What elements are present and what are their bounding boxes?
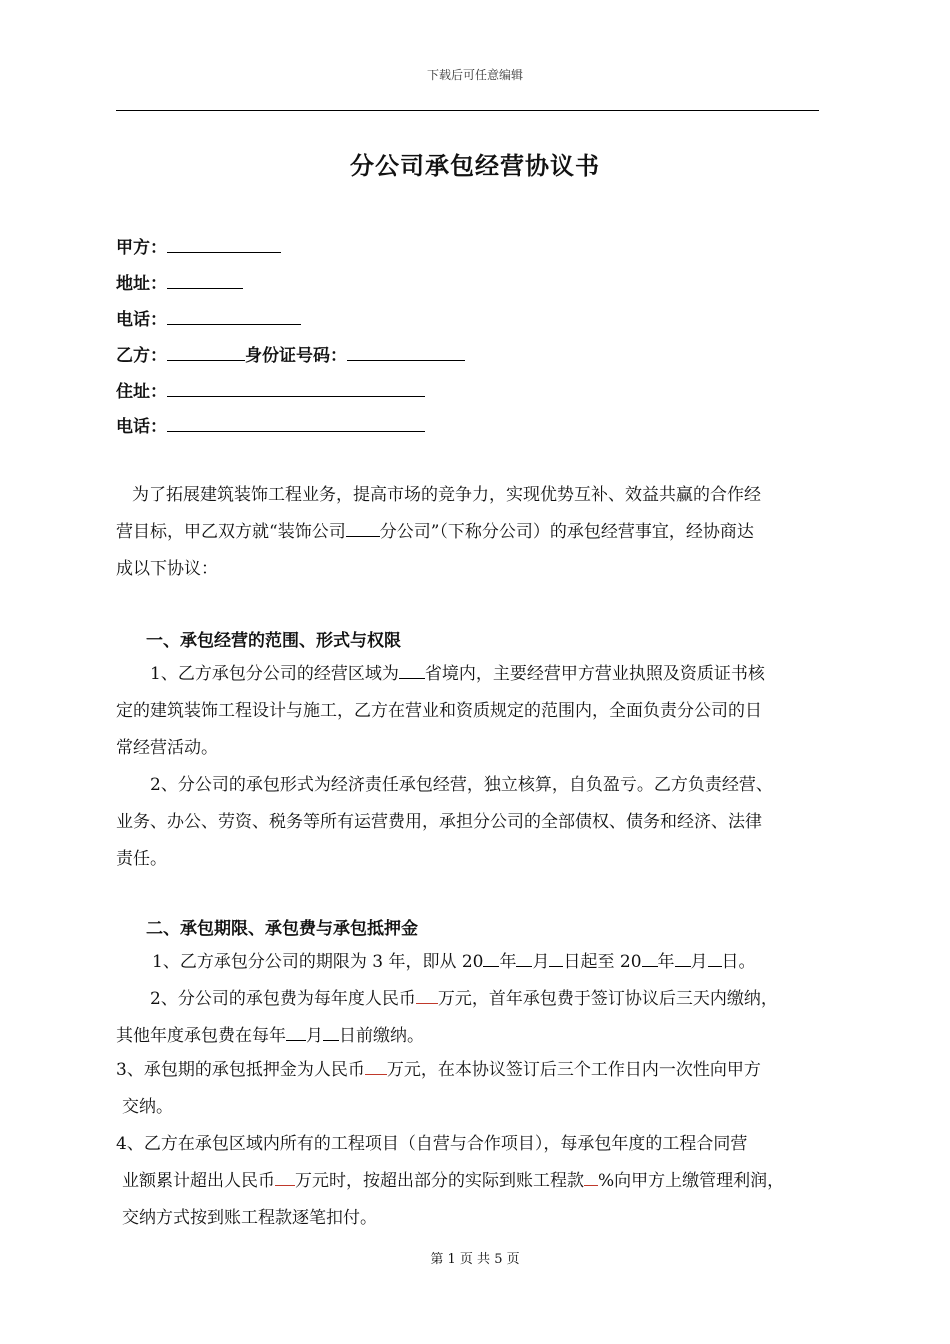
contract-fee-blank — [416, 986, 438, 1004]
s1-item1-line2: 定的建筑装饰工程设计与施工，乙方在营业和资质规定的范围内，全面负责分公司的日 — [116, 701, 762, 721]
start-month-blank — [516, 949, 532, 967]
s2-item3-a: 3、承包期的承包抵押金为人民币 — [116, 1060, 365, 1080]
intro-line-2b: 分公司”（下称分公司）的承包经营事宜，经协商达 — [379, 522, 754, 542]
fee-day-blank — [323, 1023, 339, 1041]
s2-item4-line2 — [122, 1163, 784, 1200]
start-year-blank — [483, 949, 499, 967]
s2-item4-a: 业额累计超出人民币 — [122, 1171, 275, 1191]
s2-item1-e: 年 — [657, 952, 675, 972]
intro-company-blank — [346, 519, 380, 537]
s2-item2-a: 2、分公司的承包费为每年度人民币 — [150, 989, 416, 1009]
party-b-label: 乙方： — [116, 346, 167, 366]
section-1-heading: 一、承包经营的范围、形式与权限 — [146, 631, 401, 651]
s1-item2-line3: 责任。 — [116, 849, 167, 869]
s2-item2-b: 万元，首年承包费于签订协议后三天内缴纳， — [437, 989, 778, 1009]
residence-blank — [167, 378, 425, 397]
party-a-label: 甲方： — [116, 238, 167, 258]
s2-item2-c: 其他年度承包费在每年 — [116, 1026, 286, 1046]
party-a-blank — [167, 234, 281, 253]
s1-item1-line3: 常经营活动。 — [116, 738, 218, 758]
s1-item2-line2: 业务、办公、劳资、税务等所有运营费用，承担分公司的全部债权、债务和经济、法律 — [116, 812, 762, 832]
address-label: 地址： — [116, 274, 167, 294]
end-month-blank — [675, 949, 691, 967]
s1-item2-line1: 2、分公司的承包形式为经济责任承包经营，独立核算，自负盈亏。乙方负责经营、 — [150, 775, 773, 795]
address-blank — [167, 270, 243, 289]
s2-item2-line1 — [150, 981, 778, 1018]
s2-item2-e: 日前缴纳。 — [339, 1026, 424, 1046]
threshold-blank — [275, 1168, 295, 1186]
s2-item2-line2 — [116, 1018, 424, 1055]
residence-row — [116, 378, 425, 402]
party-b-blank — [167, 342, 245, 361]
s2-item4-line3: 交纳方式按到账工程款逐笔扣付。 — [122, 1208, 377, 1228]
intro-line-1: 为了拓展建筑装饰工程业务，提高市场的竞争力，实现优势互补、效益共赢的合作经 — [132, 485, 761, 505]
deposit-blank — [365, 1057, 387, 1075]
phone-b-label: 电话： — [116, 417, 167, 437]
s2-item1-d: 日起至 20 — [563, 952, 642, 972]
section-2-heading: 二、承包期限、承包费与承包抵押金 — [146, 919, 418, 939]
address-row — [116, 270, 243, 294]
end-year-blank — [642, 949, 658, 967]
start-day-blank — [549, 949, 563, 967]
s2-item4-line1: 4、乙方在承包区域内所有的工程项目（自营与合作项目），每承包年度的工程合同营 — [116, 1134, 748, 1154]
page-footer: 第 1 页 共 5 页 — [430, 1252, 520, 1267]
phone-b-row — [116, 413, 425, 437]
party-b-row — [116, 342, 465, 366]
percent-blank — [584, 1168, 598, 1186]
s2-item1 — [152, 944, 756, 981]
s1-item1-text-b: 省境内，主要经营甲方营业执照及资质证书核 — [424, 664, 765, 684]
s2-item4-b: 万元时，按超出部分的实际到账工程款 — [295, 1171, 584, 1191]
s2-item3-b: 万元，在本协议签订后三个工作日内一次性向甲方 — [386, 1060, 761, 1080]
s2-item1-f: 月 — [690, 952, 708, 972]
phone-a-row — [116, 306, 301, 330]
id-number-label: 身份证号码： — [245, 346, 347, 366]
intro-line-3: 成以下协议： — [116, 559, 218, 579]
fee-month-blank — [286, 1023, 306, 1041]
s1-item1-line1 — [150, 656, 765, 693]
intro-line-2 — [116, 514, 754, 551]
end-day-blank — [708, 949, 722, 967]
id-number-blank — [347, 342, 465, 361]
party-a-row — [116, 234, 281, 258]
phone-a-blank — [167, 306, 301, 325]
s2-item1-c: 月 — [532, 952, 550, 972]
intro-line-2a: 营目标，甲乙双方就“装饰公司 — [116, 522, 346, 542]
s2-item2-d: 月 — [306, 1026, 323, 1046]
s2-item3-line2: 交纳。 — [122, 1097, 173, 1117]
residence-label: 住址： — [116, 382, 167, 402]
phone-a-label: 电话： — [116, 310, 167, 330]
region-blank — [399, 661, 425, 679]
s2-item1-a: 1、乙方承包分公司的期限为 3 年，即从 20 — [152, 952, 484, 972]
s2-item3-line1 — [116, 1052, 761, 1089]
document-title: 分公司承包经营协议书 — [350, 151, 600, 180]
header-note: 下载后可任意编辑 — [426, 68, 523, 82]
s1-item1-text-a: 1、乙方承包分公司的经营区域为 — [150, 664, 399, 684]
s2-item1-b: 年 — [499, 952, 517, 972]
s2-item4-c: %向甲方上缴管理利润， — [598, 1171, 785, 1191]
s2-item1-g: 日。 — [721, 952, 756, 972]
phone-b-blank — [167, 413, 425, 432]
header-divider — [116, 110, 819, 111]
